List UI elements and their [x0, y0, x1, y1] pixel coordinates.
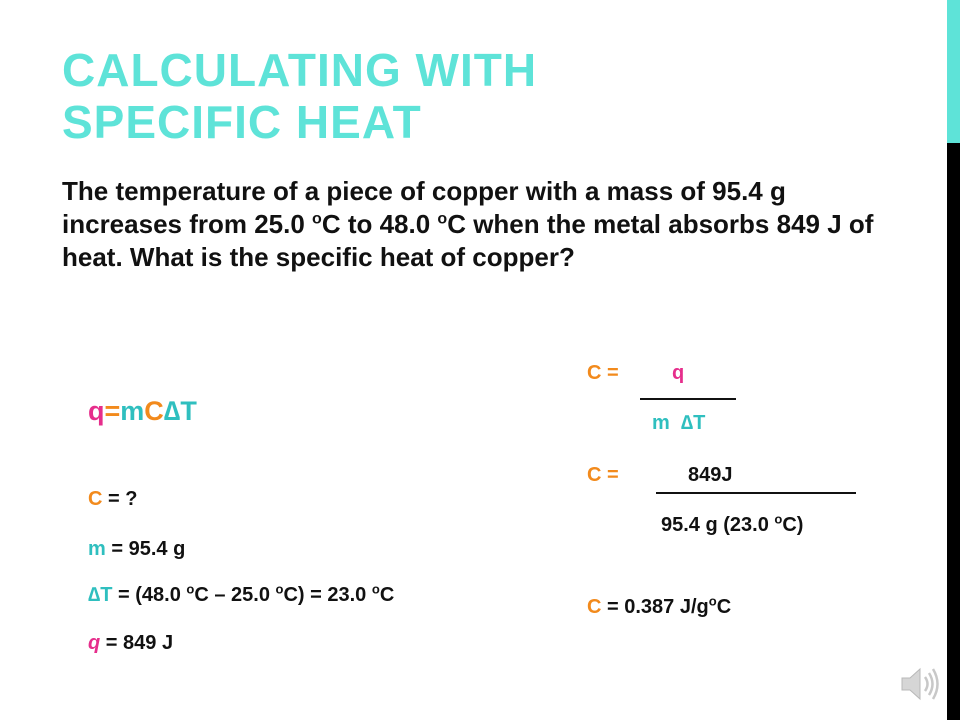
given-delta-t-text-2: C – 25.0	[194, 584, 276, 606]
answer	[587, 593, 732, 619]
given-m-label: m	[88, 538, 106, 560]
rearranged-lhs	[587, 362, 619, 385]
speaker-icon-graphic	[900, 664, 942, 704]
formula-m: m	[120, 396, 145, 426]
formula-delta-t: ∆T	[163, 396, 197, 426]
substitution-c: C =	[587, 464, 619, 486]
degree-superscript: o	[774, 511, 783, 527]
side-bar-accent	[945, 0, 960, 143]
degree-superscript: o	[437, 210, 448, 228]
given-delta-t-label: ∆T	[88, 584, 113, 606]
given-c	[88, 488, 137, 511]
fraction-bar	[656, 492, 856, 494]
given-delta-t-text-3: C) = 23.0	[283, 584, 372, 606]
answer-unit: C	[716, 596, 732, 618]
given-c-value: = ?	[102, 488, 138, 510]
rearranged-denominator	[652, 412, 705, 435]
degree-superscript: o	[708, 593, 717, 609]
rearranged-c: C =	[587, 362, 619, 384]
given-c-label: C	[88, 488, 103, 510]
given-q	[88, 632, 173, 655]
given-q-label: q	[88, 632, 101, 654]
side-bar-divider	[945, 0, 947, 720]
side-bar	[945, 0, 960, 720]
problem-statement	[62, 175, 892, 274]
formula	[88, 396, 197, 427]
substitution-den-text-2: C)	[782, 514, 804, 536]
degree-superscript: o	[275, 581, 284, 597]
title-line-1: CALCULATING WITH	[62, 44, 538, 96]
formula-equals: =	[104, 396, 121, 426]
given-delta-t-text-1: = (48.0	[112, 584, 187, 606]
substitution-denominator	[661, 511, 804, 537]
degree-superscript: o	[371, 581, 380, 597]
given-m-value: = 95.4 g	[105, 538, 186, 560]
speaker-icon[interactable]	[900, 664, 942, 709]
answer-value: = 0.387 J/g	[601, 596, 709, 618]
problem-text-3: C when the metal absorbs 849 J of heat. What is the specific heat of copper?	[62, 209, 874, 272]
degree-superscript: o	[312, 210, 322, 228]
slide-title	[62, 44, 537, 148]
fraction-bar	[640, 398, 736, 400]
substitution-den-text-1: 95.4 g (23.0	[661, 514, 775, 536]
formula-q: q	[88, 396, 105, 426]
rearranged-den-delta-t: ∆T	[680, 412, 706, 434]
title-line-2: SPECIFIC HEAT	[62, 96, 422, 148]
substitution-numerator: 849J	[688, 464, 733, 486]
given-delta-t	[88, 581, 395, 607]
degree-superscript: o	[186, 581, 195, 597]
problem-text-2: C to 48.0	[321, 209, 438, 239]
given-m	[88, 538, 185, 561]
formula-c: C	[144, 396, 164, 426]
answer-c: C	[587, 596, 602, 618]
given-delta-t-text-4: C	[379, 584, 395, 606]
rearranged-numerator: q	[672, 362, 685, 384]
rearranged-den-m: m	[652, 412, 670, 434]
given-q-value: = 849 J	[100, 632, 174, 654]
problem-text-1: The temperature of a piece of copper with a mass of 95.4 g increases from 25.0	[62, 176, 786, 239]
substitution-lhs	[587, 464, 619, 487]
